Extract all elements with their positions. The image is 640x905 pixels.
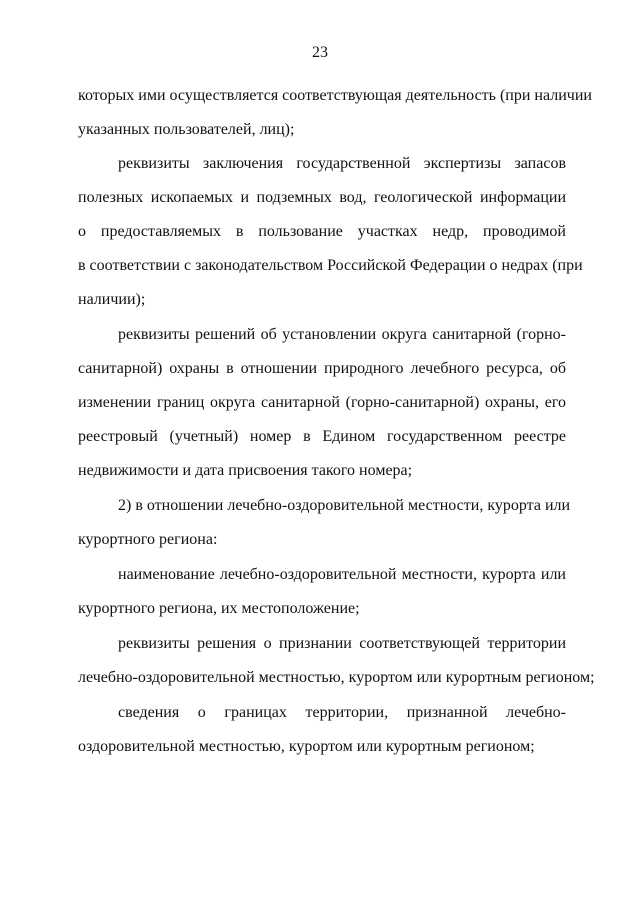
paragraph-start-line: 2) в отношении лечебно-оздоровительной местности, курорта или <box>118 497 571 514</box>
text-line: курортного региона, их местоположение; <box>78 600 360 617</box>
text-line: санитарной) охраны в отношении природного лечебного ресурса, об <box>78 360 566 377</box>
text-line: полезных ископаемых и подземных вод, геологической информации <box>78 189 566 206</box>
paragraph-start-line: сведения о границах территории, признанной лечебно- <box>118 704 566 721</box>
text-line: изменении границ округа санитарной (горно-санитарной) охраны, его <box>78 394 566 411</box>
paragraph-start-line: реквизиты решения о признании соответствующей территории <box>118 635 566 652</box>
text-line: в соответствии с законодательством Российской Федерации о недрах (при <box>78 257 583 274</box>
text-line: которых ими осуществляется соответствующая деятельность (при наличии <box>78 87 592 104</box>
text-line: о предоставляемых в пользование участках недр, проводимой <box>78 223 566 240</box>
paragraph-start-line: реквизиты решений об установлении округа санитарной (горно- <box>118 326 566 343</box>
text-line: указанных пользователей, лиц); <box>78 121 295 138</box>
text-line: курортного региона: <box>78 531 218 548</box>
paragraph-start-line: реквизиты заключения государственной экспертизы запасов <box>118 155 566 172</box>
paragraph-start-line: наименование лечебно-оздоровительной местности, курорта или <box>118 566 566 583</box>
text-line: реестровый (учетный) номер в Едином государственном реестре <box>78 428 566 445</box>
text-line: лечебно-оздоровительной местностью, курортом или курортным регионом; <box>78 669 595 686</box>
page-number: 23 <box>312 44 328 61</box>
text-line: наличии); <box>78 291 146 308</box>
text-line: оздоровительной местностью, курортом или курортным регионом; <box>78 738 535 755</box>
text-line: недвижимости и дата присвоения такого номера; <box>78 462 413 479</box>
